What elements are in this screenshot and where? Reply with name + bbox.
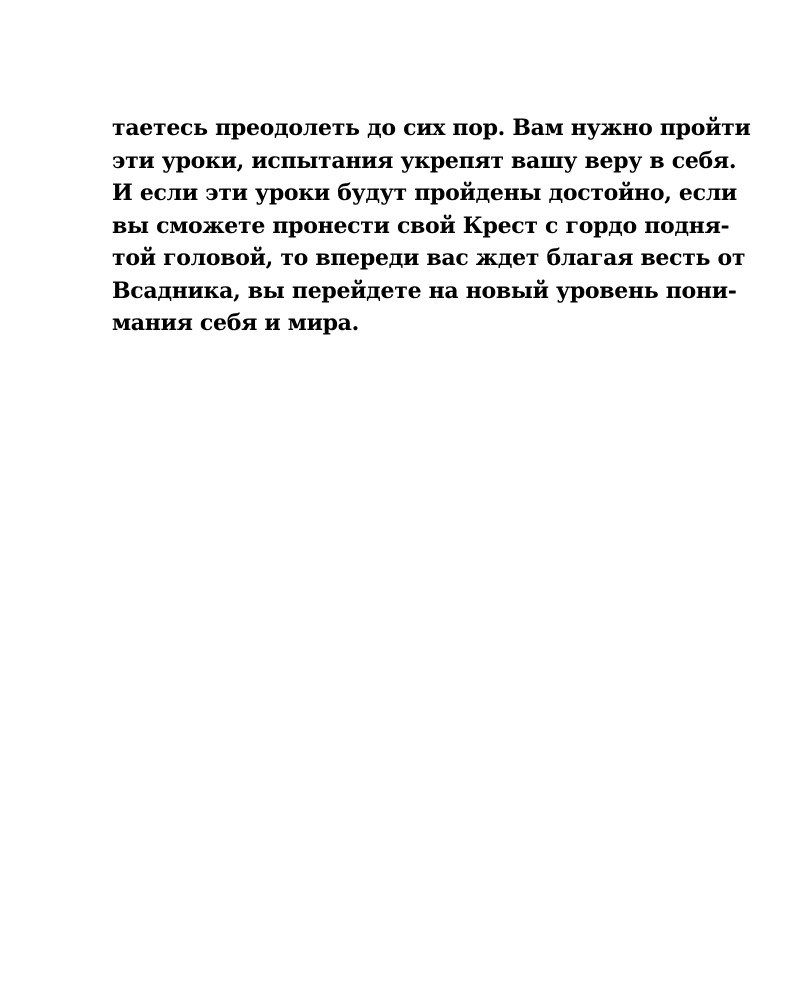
text-line-4: вы сможете пронести свой Крест с гордо подня- (112, 212, 730, 239)
body-paragraph (112, 112, 751, 340)
text-line-7: мания себя и мира. (112, 310, 359, 336)
text-line-3: И если эти уроки будут пройдены достойно, если (112, 180, 737, 206)
text-line-2: эти уроки, испытания укрепят вашу веру в себя. (112, 147, 737, 174)
text-line-6: Всадника, вы перейдете на новый уровень пони- (112, 277, 737, 304)
text-line-1: таетесь преодолеть до сих пор. Вам нужно пройти (112, 115, 751, 141)
text-line-5: той головой, то впереди вас ждет благая весть от (112, 245, 746, 271)
